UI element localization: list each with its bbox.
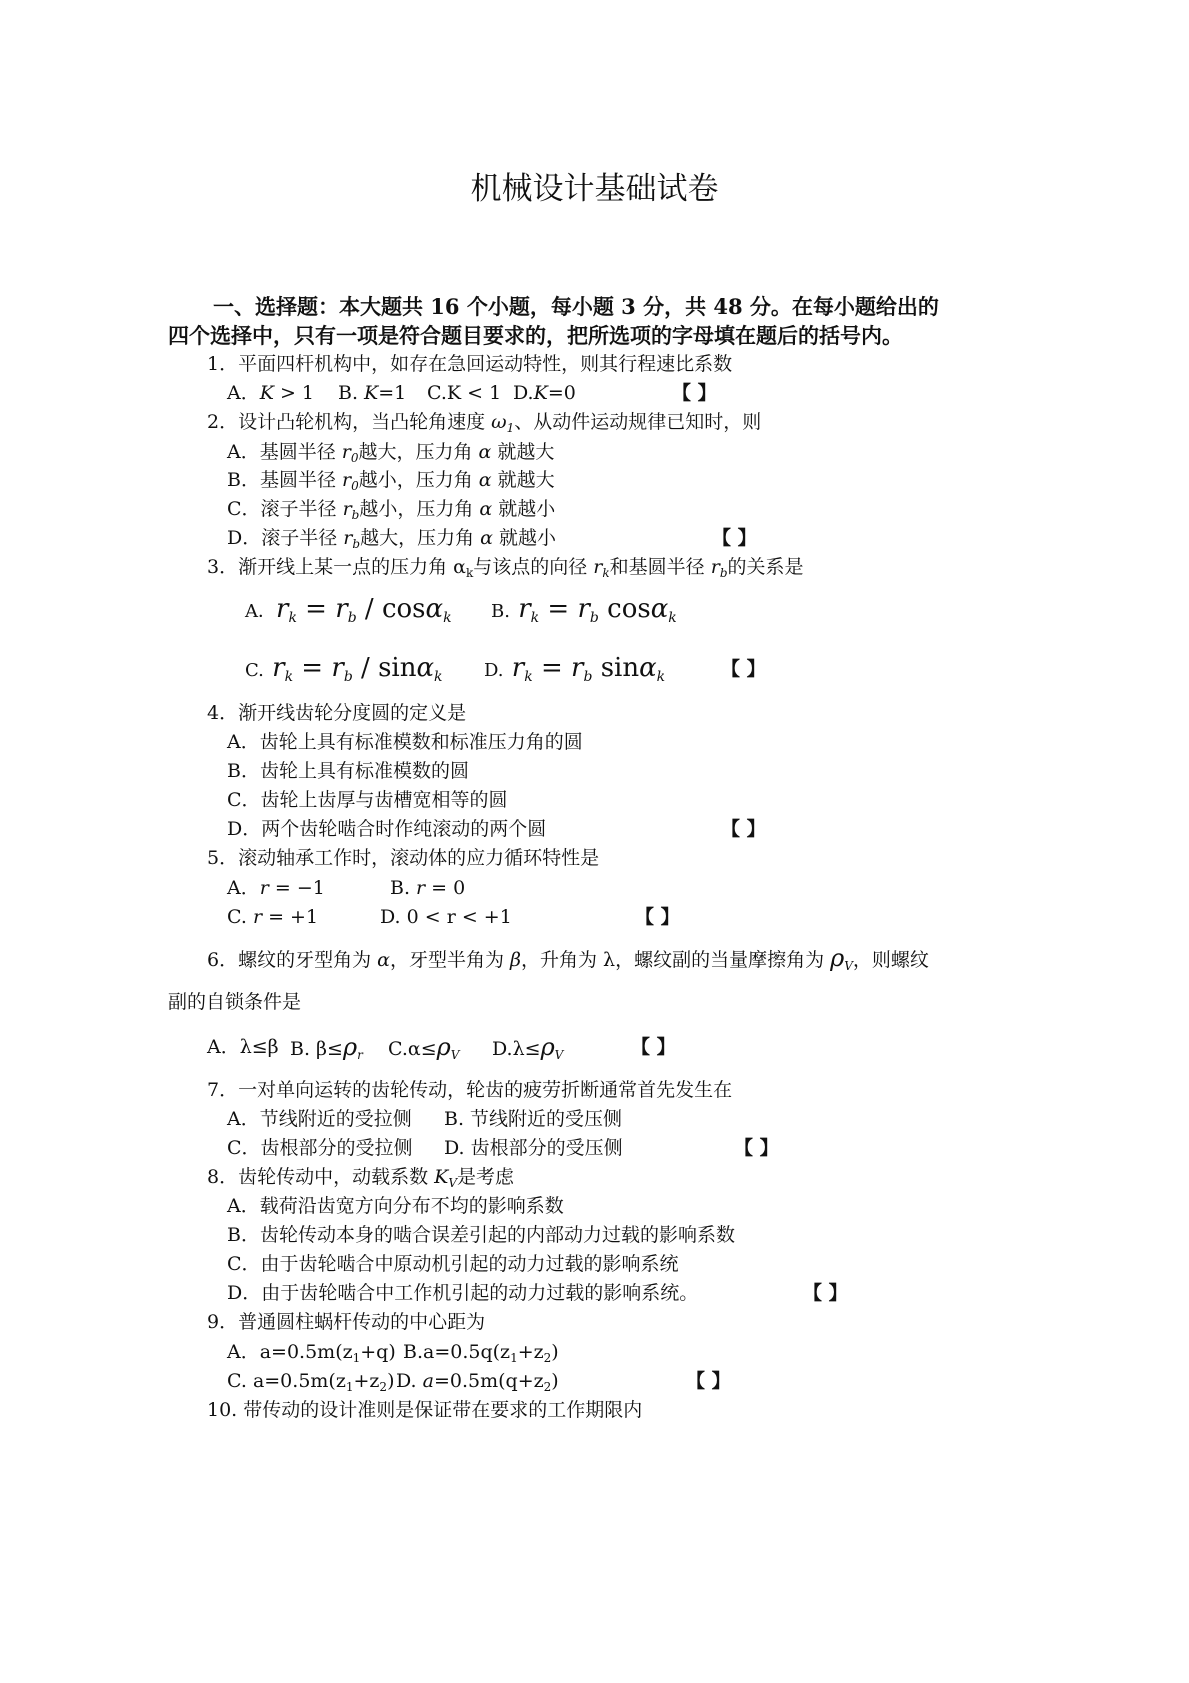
q6-option-d: $D.\lambda\le\rho_V$ (492, 1033, 564, 1062)
q5-option-a: A．r = −1 (227, 877, 325, 899)
page-title: 机械设计基础试卷 (470, 171, 719, 207)
q9-option-c: C. $a=0.5m(z_1+z_2)$ (227, 1370, 395, 1394)
q3-option-b-formula: B. rk = rb cosαk (491, 594, 677, 626)
q7-stem: 7．一对单向运转的齿轮传动，轮齿的疲劳折断通常首先发生在 (207, 1079, 733, 1101)
q7-answer-bracket: 【 】 (734, 1137, 779, 1159)
q4-option-b: B．齿轮上具有标准模数的圆 (227, 760, 469, 782)
q9-option-b: $B.a=0.5q(z_1+z_2)$ (403, 1341, 559, 1365)
q6-stem: 6．螺纹的牙型角为 α，牙型半角为 β，升角为 λ，螺纹副的当量摩擦角为 $\rho_V$，则螺纹 (207, 944, 929, 973)
q2-option-c: C．滚子半径 $r_b$越小，压力角 α 就越小 (227, 498, 556, 522)
q2-option-b: B．基圆半径 $r_0$越小，压力角 α 就越大 (227, 469, 555, 493)
q8-option-d: D．由于齿轮啮合中工作机引起的动力过载的影响系统。 (227, 1282, 699, 1304)
q5-answer-bracket: 【 】 (635, 906, 680, 928)
q1-answer-bracket: 【 】 (672, 382, 717, 404)
q5-option-d: D. 0 < r < +1 (380, 906, 512, 928)
q6-option-a: A．λ≤β (207, 1036, 279, 1058)
q8-option-c: C．由于齿轮啮合中原动机引起的动力过载的影响系统 (227, 1253, 679, 1275)
q10-stem: 10. 带传动的设计准则是保证带在要求的工作期限内 (207, 1399, 643, 1421)
q5-option-b: B. r = 0 (390, 877, 466, 899)
q3-option-c-formula: C. rk = rb / sinαk (245, 653, 443, 685)
q4-option-c: C．齿轮上齿厚与齿槽宽相等的圆 (227, 789, 508, 811)
q3-option-a-formula: A．rk = rb / cosαk (245, 594, 452, 626)
q2-option-d: D．滚子半径 $r_b$越大，压力角 α 就越小 (227, 527, 556, 551)
q3-stem: 3．渐开线上某一点的压力角 $\alpha_k$与该点的向径 $r_k$和基圆半径 $r_b$的关系是 (207, 556, 804, 580)
q1-option-c: C.K < 1 (427, 382, 502, 404)
q6-stem-line-2: 副的自锁条件是 (168, 991, 302, 1013)
section-heading-line-1: 一、选择题：本大题共 16 个小题，每小题 3 分，共 48 分。在每小题给出的 (213, 294, 939, 319)
q3-answer-bracket: 【 】 (721, 658, 766, 680)
q8-answer-bracket: 【 】 (803, 1282, 848, 1304)
q7-option-b: B. 节线附近的受压侧 (444, 1108, 623, 1130)
q9-option-d: D. $a=0.5m(q+z_2)$ (396, 1370, 559, 1394)
q4-option-d: D．两个齿轮啮合时作纯滚动的两个圆 (227, 818, 547, 840)
q8-option-a: A．载荷沿齿宽方向分布不均的影响系数 (227, 1195, 564, 1217)
q6-option-b: B. $\beta\le\rho_r$ (290, 1033, 363, 1062)
q7-option-a: A．节线附近的受拉侧 (227, 1108, 412, 1130)
q9-option-a: A．$a=0.5m(z_1+q)$ (227, 1341, 396, 1365)
section-heading-line-2: 四个选择中，只有一项是符合题目要求的，把所选项的字母填在题后的括号内。 (168, 323, 903, 348)
q4-answer-bracket: 【 】 (721, 818, 766, 840)
q6-option-c: $C.\alpha\le\rho_V$ (388, 1033, 460, 1062)
q4-stem: 4．渐开线齿轮分度圆的定义是 (207, 702, 467, 724)
q9-stem: 9．普通圆柱蜗杆传动的中心距为 (207, 1311, 486, 1333)
q1-stem: 1．平面四杆机构中，如存在急回运动特性，则其行程速比系数 (207, 353, 733, 375)
q6-answer-bracket: 【 】 (631, 1036, 676, 1058)
q1-option-a: A．K > 1 (227, 382, 315, 404)
q1-option-b: B. K=1 (338, 382, 407, 404)
q2-option-a: A．基圆半径 $r_0$越大，压力角 α 就越大 (227, 441, 555, 465)
q7-option-c: C．齿根部分的受拉侧 (227, 1137, 413, 1159)
q8-option-b: B．齿轮传动本身的啮合误差引起的内部动力过载的影响系数 (227, 1224, 735, 1246)
q2-answer-bracket: 【 】 (712, 527, 757, 549)
q1-option-d: D.K=0 (513, 382, 576, 404)
q5-option-c: C. r = +1 (227, 906, 319, 928)
q5-stem: 5．滚动轴承工作时，滚动体的应力循环特性是 (207, 847, 600, 869)
q7-option-d: D. 齿根部分的受压侧 (444, 1137, 623, 1159)
q9-answer-bracket: 【 】 (686, 1370, 731, 1392)
q3-option-d-formula: D. rk = rb sinαk (484, 653, 666, 685)
q2-stem: 2．设计凸轮机构，当凸轮角速度 $\omega_1$、从动件运动规律已知时，则 (207, 411, 762, 435)
q8-stem: 8．齿轮传动中，动载系数 $K_V$是考虑 (207, 1166, 515, 1190)
q4-option-a: A．齿轮上具有标准模数和标准压力角的圆 (227, 731, 583, 753)
